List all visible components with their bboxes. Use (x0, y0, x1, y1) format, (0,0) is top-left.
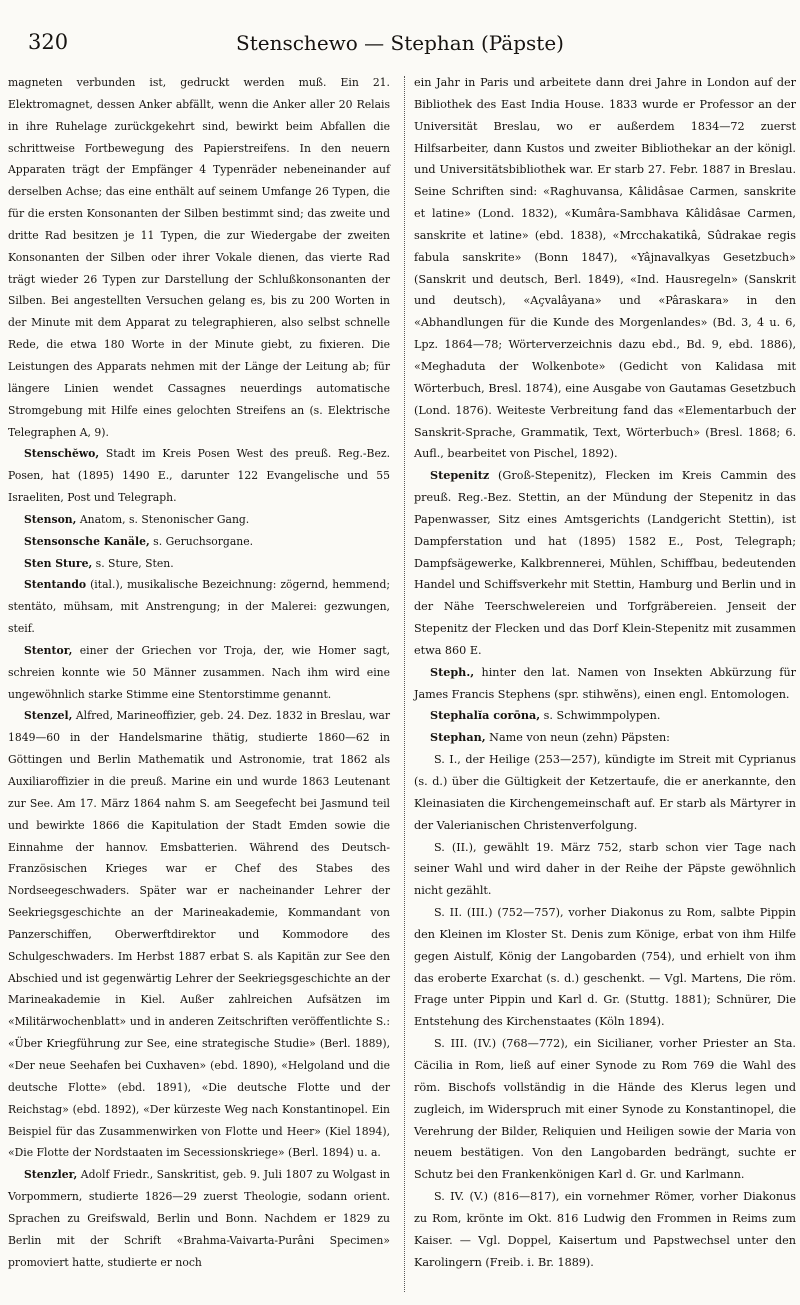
entry-text: ein Jahr in Paris und arbeitete dann drei Jahre in London auf der Bibliothek des East India House. 1833 wurde er Professor an der Universität Breslau, wo er außerdem 1834—72 zuerst Hilfsarbeiter, dann Kustos und zweiter Bibliothekar an der königl. und Universitätsbibliothek war. Er starb 27. Febr. 1887 in Breslau. Seine Schriften sind: «Raghuvansa, Kâlidâsae Carmen, sanskrite et latine» (Lond. 1832), «Kumâra-Sambhava Kâlidâsae Carmen, sanskrite et latine» (ebd. 1838), «Mrcchakatikâ, Sûdrakae regis fabula sanskrite» (Bonn 1847), «Yâjnavalkyas Gesetzbuch» (Sanskrit und deutsch, Berl. 1849), «Ind. Hausregeln» (Sanskrit und deutsch), «Açvalâyana» und «Pâraskara» in den «Abhandlungen für die Kunde des Morgenlandes» (Bd. 3, 4 u. 6, Lpz. 1864—78; Wörterverzeichnis dazu ebd., Bd. 9, ebd. 1886), «Meghaduta der Wolkenbote» (Gedicht von Kalidasa mit Wörterbuch, Bresl. 1874), eine Ausgabe von Gautamas Gesetzbuch (Lond. 1876). Weiteste Verbreitung fand das «Elementarbuch der Sanskrit-Sprache, Grammatik, Text, Wörterbuch» (Bresl. 1868; 6. Aufl., bearbeitet von Pischel, 1892). (414, 76, 796, 461)
entry-headword: Stentando (24, 578, 87, 592)
entry-headword: Stenzel, (24, 709, 73, 723)
dictionary-entry (414, 902, 796, 1033)
dictionary-entry (414, 662, 796, 706)
dictionary-entry (414, 705, 796, 727)
entry-text: Name von neun (zehn) Päpsten: (485, 731, 670, 745)
dictionary-entry (414, 837, 796, 903)
dictionary-entry (414, 749, 796, 836)
dictionary-entry (8, 1164, 390, 1273)
dictionary-entry (8, 531, 390, 553)
entry-text: S. III. (IV.) (768—772), ein Sicilianer, vorher Priester an Sta. Cäcilia in Rom, ließ auf einer Synode zu Rom 769 die Wahl des röm. Bischofs vollständig in die Hände des Klerus legen und zugleich, im Widerspruch mit einer Synode zu Konstantinopel, die Verehrung der Bilder, Reliquien und Heiligen sowie der Maria von neuem bestätigen. Von den Langobarden bedrängt, suchte er Schutz bei den Frankenkönigen Karl d. Gr. und Karlmann. (414, 1037, 796, 1182)
entry-text: S. I., der Heilige (253—257), kündigte im Streit mit Cyprianus (s. d.) über die Gültigkeit der Ketzertaufe, die er anerkannte, den Kleinasiaten die Kirchengemeinschaft auf. Er starb als Märtyrer in der Valerianischen Christenverfolgung. (414, 753, 796, 832)
dictionary-entry (414, 1186, 796, 1273)
entry-text: s. Sture, Sten. (92, 556, 174, 570)
page-header (22, 26, 778, 60)
entry-headword: Steph., (430, 664, 475, 679)
entry-text: Adolf Friedr., Sanskritist, geb. 9. Juli 1807 zu Wolgast in Vorpommern, studierte 1826—29 zuerst Theologie, sodann orient. Sprachen zu Greifswald, Berlin und Bonn. Nachdem er 1829 zu Berlin mit der Schrift «Brahma-Vaivarta-Purâni Specimen» promoviert hatte, studierte er noch (8, 1168, 390, 1269)
entry-headword: Stensonsche Kanäle, (24, 534, 150, 548)
page-number: 320 (28, 30, 69, 54)
entry-text: s. Schwimmpolypen. (540, 709, 661, 723)
entry-headword: Stepenitz (430, 468, 490, 483)
entry-text: s. Geruchsorgane. (149, 534, 254, 548)
dictionary-entry (8, 72, 390, 443)
dictionary-entry (414, 72, 796, 465)
entry-headword: Stenson, (24, 512, 77, 526)
dictionary-entry (8, 553, 390, 575)
entry-text: Stadt im Kreis Posen West des preuß. Reg.-Bez. Posen, hat (1895) 1490 E., darunter 122 Evangelische und 55 Israeliten, Post und Telegraph. (8, 447, 390, 505)
entry-text: hinter den lat. Namen von Insekten Abkürzung für James Francis Stephens (spr. stihwĕns), einen engl. Entomologen. (414, 665, 796, 701)
right-column (414, 72, 796, 1273)
dictionary-entry (414, 1033, 796, 1186)
entry-headword: Stenschĕwo, (24, 447, 100, 461)
dictionary-entry (414, 465, 796, 662)
entry-headword: Stephan, (430, 730, 486, 745)
entry-headword: Stentor, (24, 643, 73, 657)
dictionary-entry (414, 727, 796, 749)
entry-text: S. IV. (V.) (816—817), ein vornehmer Römer, vorher Diakonus zu Rom, krönte im Okt. 816 Ludwig den Frommen in Reims zum Kaiser. — Vgl. Doppel, Kaisertum und Papstwechsel unter den Karolingern (Freib. i. Br. 1889). (414, 1190, 796, 1269)
entry-text: S. II. (III.) (752—757), vorher Diakonus zu Rom, salbte Pippin den Kleinen im Kloster St. Denis zum Könige, erbat von ihm Hilfe gegen Aistulf, König der Langobarden (754), und erhielt von ihm das eroberte Exarchat (s. d.) geschenkt. — Vgl. Martens, Die röm. Frage unter Pippin und Karl d. Gr. (Stuttg. 1881); Schnürer, Die Entstehung des Kirchenstaates (Köln 1894). (414, 906, 796, 1029)
dictionary-entry (8, 640, 390, 706)
entry-text: Alfred, Marineoffizier, geb. 24. Dez. 1832 in Breslau, war 1849—60 in der Handelsmarine thätig, studierte 1860—62 in Göttingen und Berlin Mathematik und Astronomie, trat 1862 als Auxiliaroffizier in die preuß. Marine ein und wurde 1863 Leutenant zur See. Am 17. März 1864 nahm S. am Seegefecht bei Jasmund teil und bewirkte 1866 die Kapitulation der Stadt Emden sowie die Einnahme der hannov. Emsbatterien. Während des Deutsch-Französischen Krieges war er Chef des Stabes des Nordseegeschwaders. Später war er nacheinander Lehrer der Seekriegsgeschichte an der Marineakademie, Kommandant von Panzerschiffen, Oberwerftdirektor und Kommodore des Schulgeschwaders. Im Herbst 1887 erbat S. als Kapitän zur See den Abschied und ist gegenwärtig Lehrer der Seekriegsgeschichte an der Marineakademie in Kiel. Außer zahlreichen Aufsätzen im «Militärwochenblatt» und in anderen Zeitschriften veröffentlichte S.: «Über Kriegführung zur See, eine strategische Studie» (Berl. 1889), «Der neue Seehafen bei Cuxhaven» (ebd. 1890), «Helgoland und die deutsche Flotte» (ebd. 1891), «Die deutsche Flotte und der Reichstag» (ebd. 1892), «Der kürzeste Weg nach Konstantinopel. Ein Beispiel für das Zusammenwirken von Flotte und Heer» (Kiel 1894), «Die Flotte der Nordstaaten im Secessionskriege» (Berl. 1894) u. a. (8, 709, 390, 1160)
entry-headword: Sten Sture, (24, 556, 93, 570)
entry-headword: Stephalĭa corōna, (430, 708, 541, 723)
running-head: Stenschewo — Stephan (Päpste) (236, 31, 564, 55)
dictionary-entry (8, 443, 390, 509)
entry-text: (ital.), musikalische Bezeichnung: zögernd, hemmend; stentäto, mühsam, mit Anstrengung; in der Malerei: gezwungen, steif. (8, 578, 390, 636)
left-column (8, 72, 390, 1273)
entry-text: einer der Griechen vor Troja, der, wie Homer sagt, schreien konnte wie 50 Männer zusammen. Nach ihm wird eine ungewöhnlich starke Stimme eine Stentorstimme genannt. (8, 643, 390, 701)
entry-text: magneten verbunden ist, gedruckt werden muß. Ein 21. Elektromagnet, dessen Anker abfällt, wenn die Anker aller 20 Relais in ihre Ruhelage zurückgekehrt sind, bewirkt beim Abfallen die schrittweise Fortbewegung des Papierstreifens. In den neuern Apparaten trägt der Empfänger 4 Typenräder nebeneinander auf derselben Achse; das eine enthält auf seinem Umfange 26 Typen, die für die ersten Konsonanten der Silben bestimmt sind; das zweite und dritte Rad besitzen je 11 Typen, die zur Wiedergabe der zweiten Konsonanten der Silben oder ihrer Vokale dienen, das vierte Rad trägt wieder 26 Typen zur Darstellung der Schlußkonsonanten der Silben. Bei angestellten Versuchen gelang es, bis zu 200 Worten in der Minute mit dem Apparat zu telegraphieren, also selbst schnelle Rede, die etwa 180 Worte in der Minute giebt, zu fixieren. Die Leistungen des Apparats nehmen mit der Länge der Leitung ab; für längere Linien wendet Cassagnes neuerdings automatische Stromgebung mit Hilfe eines gelochten Streifens an (s. Elektrische Telegraphen A, 9). (8, 76, 390, 439)
column-divider (404, 76, 405, 1292)
entry-headword: Stenzler, (24, 1168, 78, 1182)
dictionary-entry (8, 705, 390, 1164)
entry-text: Anatom, s. Stenonischer Gang. (76, 512, 250, 526)
dictionary-entry (8, 509, 390, 531)
dictionary-entry (8, 574, 390, 640)
entry-text: (Groß-Stepenitz), Flecken im Kreis Cammin des preuß. Reg.-Bez. Stettin, an der Mündung der Stepenitz in das Papenwasser, Sitz eines Amtsgerichts (Landgericht Stettin), ist Dampferstation und hat (1895) 1582 E., Post, Telegraph; Dampfsägewerke, Kalkbrennerei, Mühlen, Schiffbau, bedeutenden Handel und Schiffsverkehr mit Stettin, Hamburg und Berlin und in der Nähe Teerschwelereien und Torfgräbereien. Jenseit der Stepenitz der Flecken und das Dorf Klein-Stepenitz mit zusammen etwa 860 E. (414, 469, 796, 657)
entry-text: S. (II.), gewählt 19. März 752, starb schon vier Tage nach seiner Wahl und wird daher in der Reihe der Päpste gewöhnlich nicht gezählt. (414, 840, 796, 898)
